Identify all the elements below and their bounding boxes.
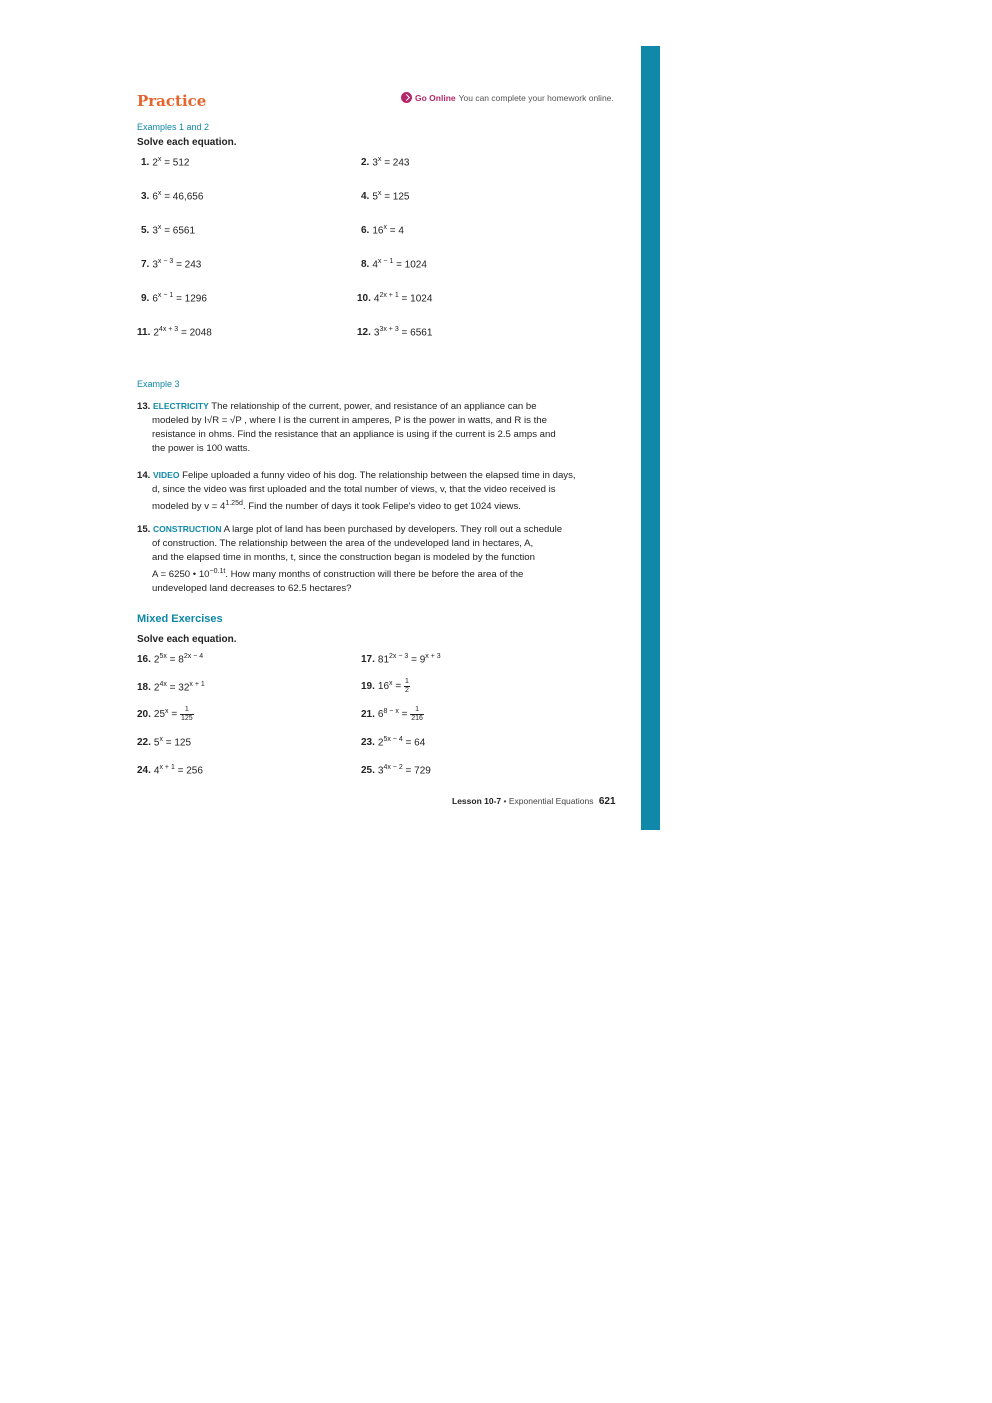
problem-7: 7. $3^{x - 3} = 243$: [141, 258, 202, 271]
word-problem-15: 15. CONSTRUCTION A large plot of land has been purchased by developers. They roll out a schedule of construction. The relationship between the area of the undeveloped land in hectares, A, and the elapsed time in months, t, since the construction began is modeled by the function A = 6250 • $10^{-0.1t}$. How many months of construction will there be before the area of the undeveloped land decreases to 62.5 hectares?: [137, 524, 563, 595]
problem-11: 11. $2^{4x + 3} = 2048$: [137, 326, 212, 339]
problem-22: 22. 5$^x$ = 125: [137, 736, 192, 749]
fraction-19: $\frac{1}{2}$: [404, 678, 409, 694]
instruction-solve-mixed: Solve each equation.: [137, 634, 237, 645]
section-label-example-3: Example 3: [137, 379, 180, 389]
section-label-examples-1-2: Examples 1 and 2: [137, 122, 210, 132]
problem-24: 24. $4^{x + 1} = 256$: [137, 764, 203, 777]
tag-construction: CONSTRUCTION: [153, 524, 222, 534]
problem-10: 10. $4^{2x + 1} = 1024$: [357, 292, 433, 305]
problem-16: 16. $2^{5x} = 8^{2x - 4}$: [137, 653, 204, 666]
problem-6: 6. 16$^x$ = 4: [361, 224, 404, 237]
problem-1: 1. 2$^x$ = 512: [141, 156, 190, 169]
go-online-text: You can complete your homework online.: [458, 92, 614, 103]
fraction-21: $\frac{1}{216}$: [411, 706, 423, 722]
tag-video: VIDEO: [153, 470, 180, 480]
tag-electricity: ELECTRICITY: [153, 401, 209, 411]
problem-23: 23. $2^{5x - 4} = 64$: [361, 736, 426, 749]
problem-5: 5. 3$^x$ = 6561: [141, 224, 196, 237]
instruction-solve: Solve each equation.: [137, 137, 237, 148]
problem-18: 18. $2^{4x} = 32^{x + 1}$: [137, 681, 205, 694]
problem-12: 12. $3^{3x + 3} = 6561$: [357, 326, 433, 339]
page-title: Practice: [137, 92, 207, 110]
footer-bullet: •: [503, 796, 507, 806]
problem-4: 4. 5$^x$ = 125: [361, 190, 410, 203]
go-online-label: Go Online: [415, 92, 456, 103]
problem-3: 3. 6$^x$ = 46,656: [141, 190, 204, 203]
problem-21: 21. $6^{8 - x}$ = $\frac{1}{216}$: [361, 706, 423, 722]
problem-20: 20. 25$^x$ = $\frac{1}{125}$: [137, 706, 193, 722]
fraction-20: $\frac{1}{125}$: [180, 706, 193, 722]
page-footer: [452, 796, 616, 807]
go-online-icon: [401, 92, 412, 103]
word-problem-14: 14. VIDEO Felipe uploaded a funny video of his dog. The relationship between the elapsed time in days, d, since the video was first uploaded and the total number of views, v, that the video received is modeled by $v = 4^{1.25d}$. Find the number of days it took Felipe's video to get 1024 views.: [137, 470, 576, 513]
problem-17: 17. $81^{2x - 3} = 9^{x + 3}$: [361, 653, 441, 666]
go-online-link[interactable]: [401, 92, 614, 103]
problem-25: 25. $3^{4x - 2} = 729$: [361, 764, 431, 777]
side-color-bar: [641, 46, 660, 830]
page-number: 621: [598, 796, 616, 807]
footer-lesson: Lesson 10-7: [452, 796, 502, 806]
word-problem-13: 13. ELECTRICITY The relationship of the current, power, and resistance of an appliance can be modeled by I√R = √P , where I is the current in amperes, P is the power in watts, and R is the resistance in ohms. Find the resistance that an appliance is using if the current is 2.5 amps and the power is 100 watts.: [137, 401, 556, 454]
section-heading-mixed: Mixed Exercises: [137, 613, 223, 625]
problem-2: 2. 3$^x$ = 243: [361, 156, 410, 169]
problem-9: 9. $6^{x - 1} = 1296$: [141, 292, 207, 305]
problem-8: 8. $4^{x - 1} = 1024$: [361, 258, 427, 271]
footer-topic: Exponential Equations: [508, 796, 594, 806]
problem-19: 19. 16$^x$ = $\frac{1}{2}$: [361, 678, 409, 694]
